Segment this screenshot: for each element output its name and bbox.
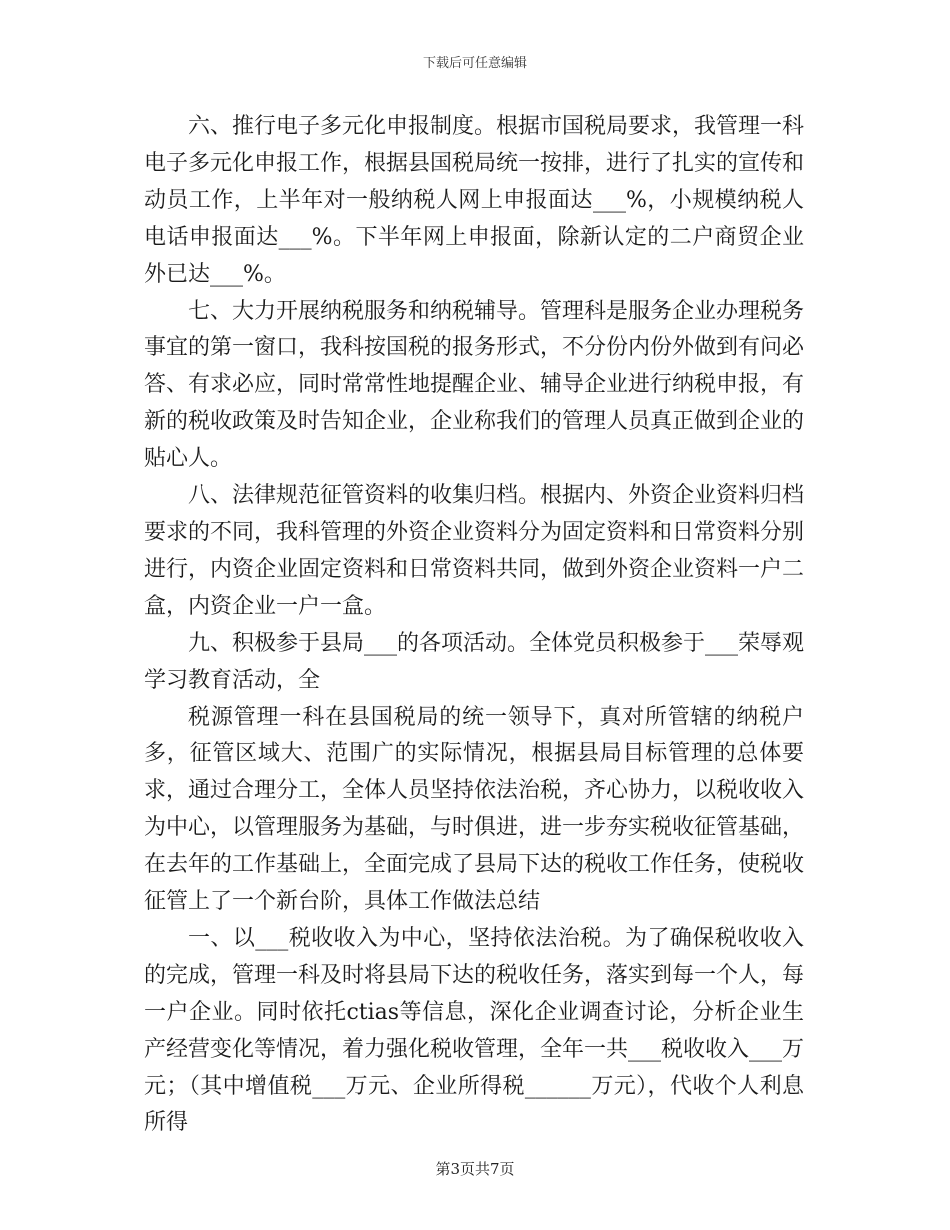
paragraph: 八、法律规范征管资料的收集归档。根据内、外资企业资料归档要求的不同，我科管理的外资企业资料分为固定资料和日常资料分别进行，内资企业固定资料和日常资料共同，做到外资企业资料一户二盒，内资企业一户一盒。 bbox=[144, 483, 805, 619]
document-body bbox=[144, 109, 804, 1142]
paragraph: 税源管理一科在县国税局的统一领导下，真对所管辖的纳税户多，征管区域大、范围广的实际情况，根据县局目标管理的总体要求，通过合理分工，全体人员坚持依法治税，齐心协力，以税收收入为中心，以管理服务为基础，与时俱进，进一步夯实税收征管基础，在去年的工作基础上，全面完成了县局下达的税收工作任务，使税收征管上了一个新台阶，具体工作做法总结 bbox=[144, 704, 805, 915]
paragraph: 六、推行电子多元化申报制度。根据市国税局要求，我管理一科电子多元化申报工作，根据县国税局统一按排，进行了扎实的宣传和动员工作，上半年对一般纳税人网上申报面达___%，小规模纳税人电话申报面达___%。下半年网上申报面，除新认定的二户商贸企业外已达___%。 bbox=[144, 114, 805, 287]
page-header: 下载后可任意编辑 bbox=[422, 56, 527, 71]
paragraph: 七、大力开展纳税服务和纳税辅导。管理科是服务企业办理税务事宜的第一窗口，我科按国税的报务形式，不分份内份外做到有问必答、有求必应，同时常常性地提醒企业、辅导企业进行纳税申报，有新的税收政策及时告知企业，企业称我们的管理人员真正做到企业的贴心人。 bbox=[144, 298, 805, 472]
paragraph: 一、以___税收收入为中心，坚持依法治税。为了确保税收收入的完成，管理一科及时将县局下达的税收任务，落实到每一个人，每一户企业。同时依托ctias等信息，深化企业调查讨论，分析企业生产经营变化等情况，着力强化税收管理，全年一共___税收收入___万元；（其中增值税___万元、企业所得税______万元），代收个人利息所得 bbox=[144, 925, 805, 1136]
paragraph: 九、积极参于县局___的各项活动。全体党员积极参于___荣辱观学习教育活动，全 bbox=[144, 630, 805, 693]
page-number: 第3页共7页 bbox=[435, 1160, 515, 1178]
